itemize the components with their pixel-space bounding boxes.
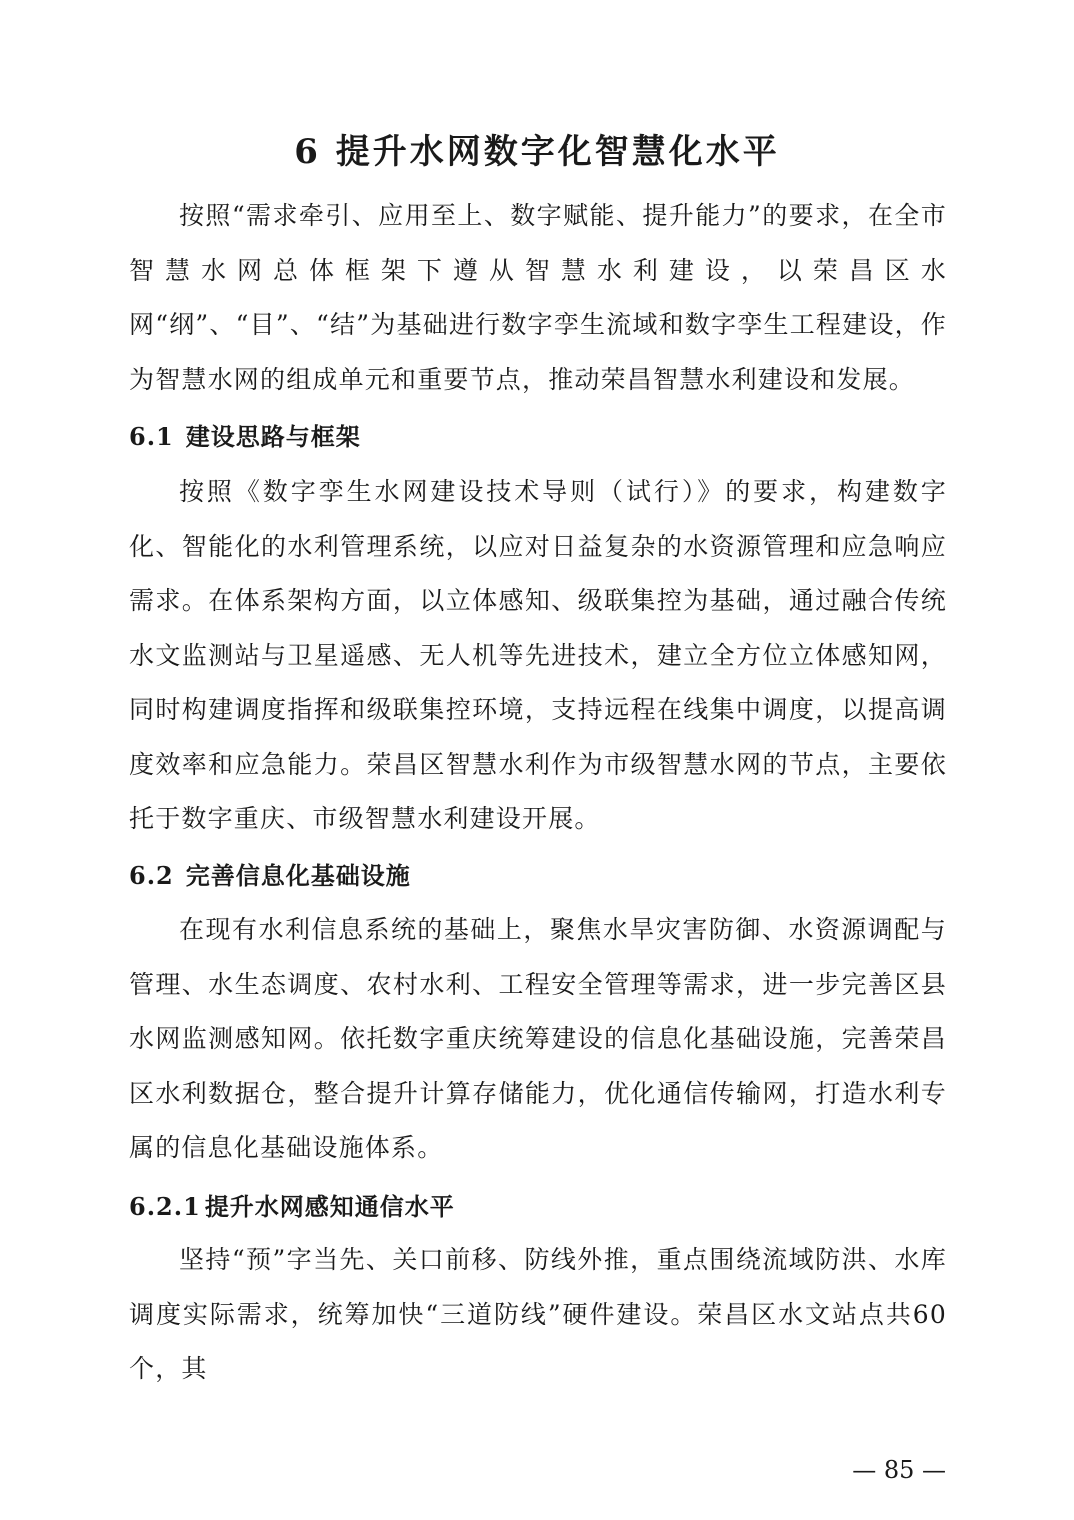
section-heading-6-2 (129, 856, 411, 896)
section-heading-6-2-1 (129, 1187, 455, 1227)
section-title: 建设思路与框架 (185, 422, 361, 451)
section-title: 提升水网感知通信水平 (204, 1192, 455, 1221)
section-title: 完善信息化基础设施 (185, 861, 411, 890)
page-title: 6 提升水网数字化智慧化水平 (294, 132, 780, 172)
section-number: 6.2 (129, 861, 174, 890)
section-heading-6-1 (129, 417, 361, 457)
section-number: 6.1 (129, 422, 174, 451)
section-number: 6.2.1 (129, 1192, 201, 1221)
intro-paragraph: 按照“需求牵引、应用至上、数字赋能、提升能力”的要求，在全市智慧水网总体框架下遵从智慧水利建设，以荣昌区水网“纲”、“目”、“结”为基础进行数字孪生流域和数字孪生工程建设，作为智慧水网的组成单元和重要节点，推动荣昌智慧水利建设和发展。 (129, 201, 947, 394)
page-number: — 85 — (852, 1456, 946, 1484)
section-body-6-2: 在现有水利信息系统的基础上，聚焦水旱灾害防御、水资源调配与管理、水生态调度、农村水利、工程安全管理等需求，进一步完善区县水网监测感知网。依托数字重庆统筹建设的信息化基础设施，完善荣昌区水利数据仓，整合提升计算存储能力，优化通信传输网，打造水利专属的信息化基础设施体系。 (129, 915, 947, 1162)
section-body-6-1: 按照《数字孪生水网建设技术导则（试行）》的要求，构建数字化、智能化的水利管理系统，以应对日益复杂的水资源管理和应急响应需求。在体系架构方面，以立体感知、级联集控为基础，通过融合传统水文监测站与卫星遥感、无人机等先进技术，建立全方位立体感知网，同时构建调度指挥和级联集控环境，支持远程在线集中调度，以提高调度效率和应急能力。荣昌区智慧水利作为市级智慧水网的节点，主要依托于数字重庆、市级智慧水利建设开展。 (129, 477, 947, 833)
section-body-6-2-1: 坚持“预”字当先、关口前移、防线外推，重点围绕流域防洪、水库调度实际需求，统筹加快“三道防线”硬件建设。荣昌区水文站点共60个，其 (129, 1245, 947, 1383)
